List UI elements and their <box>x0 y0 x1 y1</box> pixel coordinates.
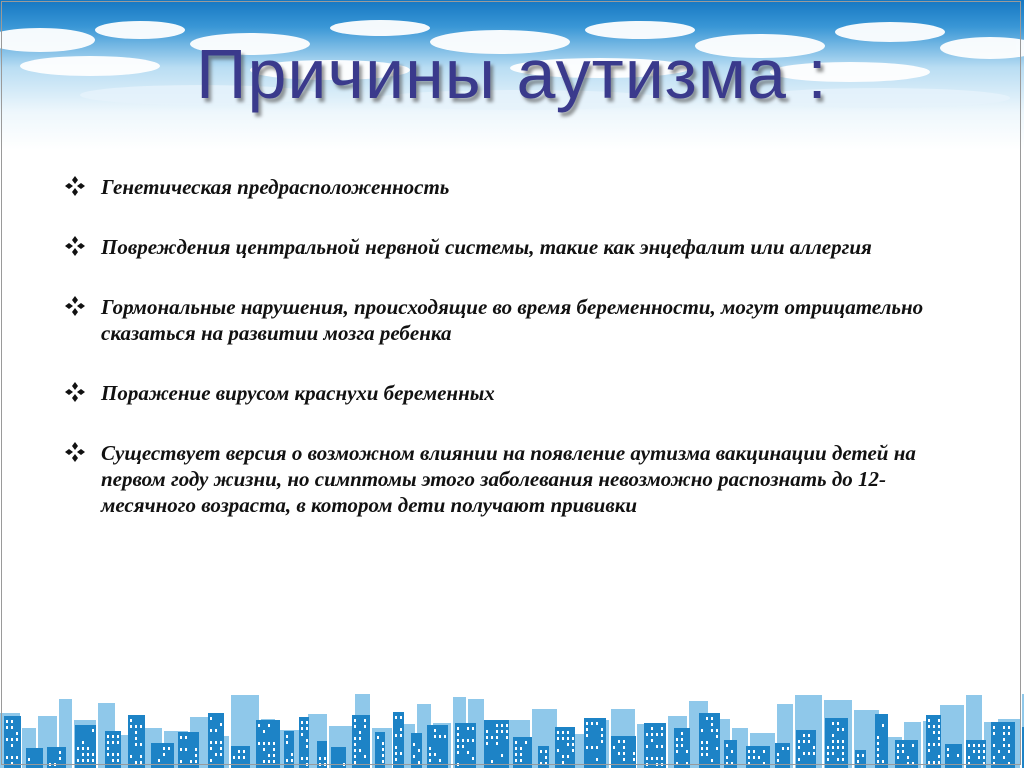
four-diamond-bullet-icon <box>64 235 86 257</box>
four-diamond-bullet-icon <box>64 175 86 197</box>
list-item-text: Повреждения центральной нервной системы, такие как энцефалит или аллергия <box>101 235 872 259</box>
causes-list <box>64 174 964 518</box>
four-diamond-bullet-icon <box>64 381 86 403</box>
list-item-text: Существует версия о возможном влиянии на появление аутизма вакцинации детей на первом году жизни, но симптомы этого заболевания невозможно распознать до 12-месячного возраста, в котором дети получают прививки <box>101 441 916 517</box>
list-item <box>64 440 964 518</box>
list-item-text: Поражение вирусом краснухи беременных <box>101 381 495 405</box>
list-item <box>64 174 964 200</box>
city-skyline <box>0 688 1024 768</box>
list-item <box>64 234 964 260</box>
four-diamond-bullet-icon <box>64 295 86 317</box>
list-item <box>64 380 964 406</box>
list-item-text: Генетическая предрасположенность <box>101 175 450 199</box>
list-item-text: Гормональные нарушения, происходящие во время беременности, могут отрицательно сказаться на развитии мозга ребенка <box>101 295 924 345</box>
slide-title: Причины аутизма : <box>196 35 828 113</box>
four-diamond-bullet-icon <box>64 441 86 463</box>
list-item <box>64 294 964 346</box>
